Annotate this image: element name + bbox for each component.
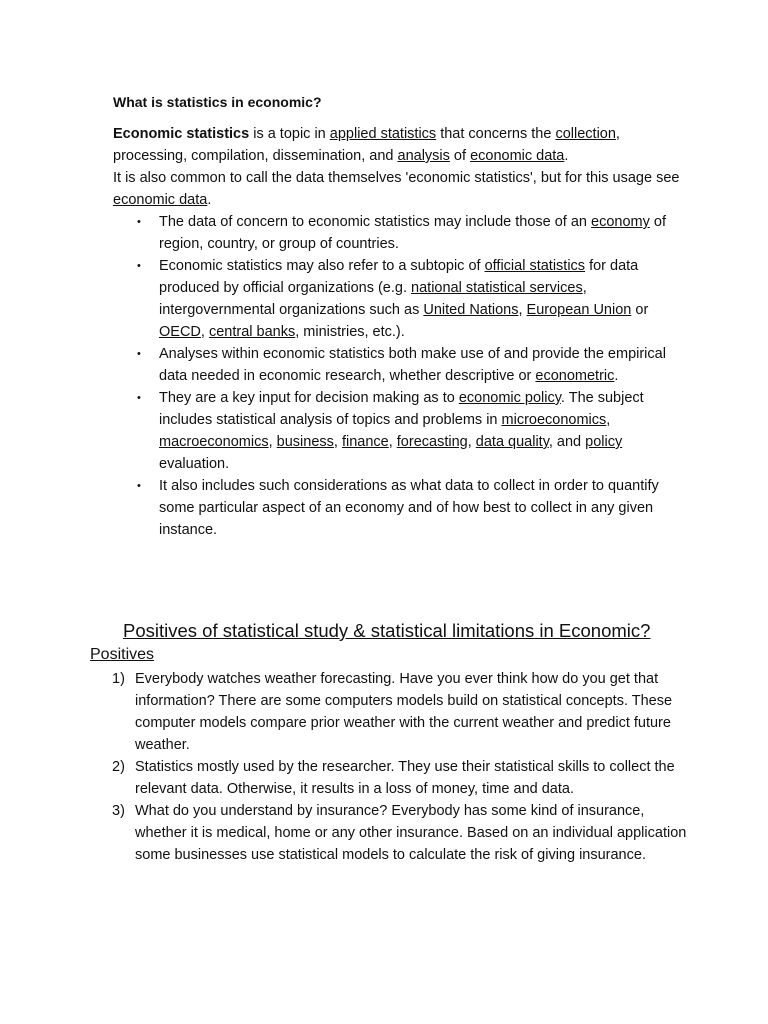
link-finance[interactable]: finance [341, 434, 389, 450]
list-number: 3) [112, 803, 125, 819]
list-number: 2) [112, 759, 125, 775]
text: , intergovernmental organizations such as [159, 280, 587, 318]
link-oecd[interactable]: OECD [159, 324, 201, 340]
bullet-icon: • [137, 480, 141, 492]
text: . The subject includes statistical analysis of topics and problems in [159, 390, 644, 428]
link-business[interactable]: business [276, 434, 334, 450]
list-item [113, 211, 688, 255]
bullet-icon: • [137, 392, 141, 404]
text: evaluation. [159, 456, 230, 472]
bullet-list [113, 211, 688, 541]
bullet-icon: • [137, 348, 141, 360]
link-econometric[interactable]: econometric [535, 368, 615, 384]
list-item [90, 756, 690, 800]
text: , [200, 324, 209, 340]
list-item [90, 668, 690, 756]
section-positives [90, 618, 690, 866]
link-microeconomics[interactable]: microeconomics [501, 412, 607, 428]
text: of region, country, or group of countries. [159, 214, 666, 252]
text: The data of concern to economic statistics may include those of an [159, 214, 592, 230]
text: , [333, 434, 342, 450]
link-official-statistics[interactable]: official statistics [484, 258, 586, 274]
bullet-icon: • [137, 216, 141, 228]
text: It is also common to call the data themselves 'economic statistics', but for this usage see [113, 170, 680, 186]
text: . [207, 192, 212, 208]
link-national-statistical-services[interactable]: national statistical services [411, 280, 583, 296]
text: that concerns the [436, 126, 556, 142]
link-policy[interactable]: policy [585, 434, 623, 450]
numbered-list [90, 668, 690, 866]
link-collection[interactable]: collection [555, 126, 616, 142]
link-economic-policy[interactable]: economic policy [458, 390, 561, 406]
link-economy[interactable]: economy [591, 214, 650, 230]
term-bold: Economic statistics [113, 126, 250, 142]
list-item [113, 255, 688, 343]
list-item-text: Statistics mostly used by the researcher. They use their statistical skills to collect the relevant data. Otherwise, it results in a loss of money, time and data. [135, 759, 675, 797]
text: . [614, 368, 619, 384]
section-what-is-statistics [113, 91, 688, 541]
list-item [113, 343, 688, 387]
link-european-union[interactable]: European Union [526, 302, 632, 318]
text: , and [548, 434, 586, 450]
text: of [449, 148, 471, 164]
section-title: What is statistics in economic? [113, 94, 322, 110]
link-united-nations[interactable]: United Nations [423, 302, 519, 318]
link-applied-statistics[interactable]: applied statistics [329, 126, 437, 142]
text: is a topic in [249, 126, 330, 142]
link-macroeconomics[interactable]: macroeconomics [159, 434, 269, 450]
text: They are a key input for decision making as to [159, 390, 459, 406]
text: , [268, 434, 277, 450]
text: . [564, 148, 569, 164]
text: Economic statistics may also refer to a subtopic of [159, 258, 485, 274]
link-economic-data-2[interactable]: economic data [113, 192, 208, 208]
list-item [113, 475, 688, 541]
text: Analyses within economic statistics both make use of and provide the empirical data needed in economic research, whether descriptive or [159, 346, 666, 384]
list-item-text: What do you understand by insurance? Everybody has some kind of insurance, whether it is medical, home or any other insurance. Based on an individual application some businesses use statistical models to calculate the risk of giving insurance. [135, 803, 687, 863]
link-data-quality[interactable]: data quality [475, 434, 549, 450]
subheading-positives: Positives [90, 646, 155, 663]
text: or [631, 302, 649, 318]
text: , [467, 434, 476, 450]
text: It also includes such considerations as what data to collect in order to quantify some particular aspect of an economy and of how best to collect in any given instance. [159, 478, 659, 538]
link-analysis[interactable]: analysis [397, 148, 450, 164]
link-central-banks[interactable]: central banks [208, 324, 296, 340]
list-item [113, 387, 688, 475]
text: , [518, 302, 527, 318]
link-economic-data[interactable]: economic data [470, 148, 565, 164]
section-heading: Positives of statistical study & statistical limitations in Economic? [123, 620, 651, 641]
text: , [606, 412, 611, 428]
list-item-text: Everybody watches weather forecasting. Have you ever think how do you get that information? There are some computers models build on statistical concepts. These computer models compare prior weather with the current weather and predict future weather. [135, 671, 673, 753]
text: , processing, compilation, dissemination, and [113, 126, 620, 164]
text: , [388, 434, 397, 450]
bullet-icon: • [137, 260, 141, 272]
link-forecasting[interactable]: forecasting [396, 434, 468, 450]
text: for data produced by official organizations (e.g. [159, 258, 639, 296]
list-number: 1) [112, 671, 125, 687]
text: , ministries, etc.). [295, 324, 405, 340]
list-item [90, 800, 690, 866]
intro-paragraph [113, 123, 688, 211]
